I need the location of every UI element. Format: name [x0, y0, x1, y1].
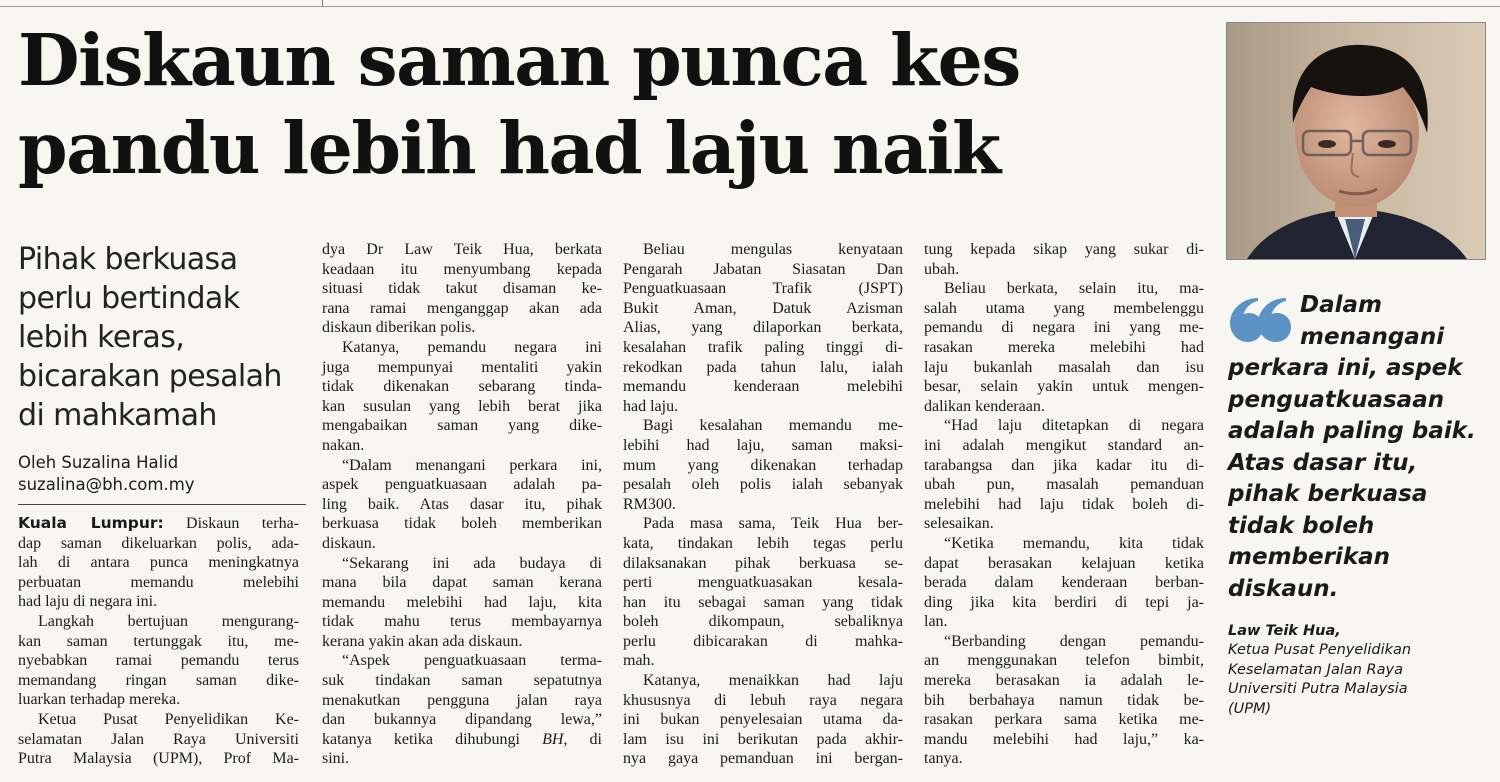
attribution-name: Law Teik Hua,: [1228, 623, 1341, 639]
text-line: mana bila dapat saman kerana: [322, 574, 602, 592]
text-line: ubah pun, masalah pemanduan: [924, 476, 1204, 494]
headline-line-2: pandu lebih had laju naik: [18, 106, 1000, 190]
pull-quote-line: memberikan: [1228, 544, 1391, 570]
text-line: kerana yakin akan ada diskaun.: [322, 632, 523, 650]
dateline: Kuala Lumpur:: [18, 514, 164, 532]
standfirst-line: perlu bertindak: [18, 281, 240, 316]
text-line: Bukit Aman, Datuk Azisman: [623, 299, 903, 317]
pull-quote: [1228, 290, 1488, 605]
text-line: rasakan mereka melebihi had: [924, 338, 1204, 356]
text-line: nyebabkan ramai pemandu terus: [18, 652, 299, 670]
text-line: Beliau berkata, selain itu, ma-: [944, 280, 1204, 298]
text-line: mah.: [623, 652, 655, 670]
text-line: mereka berasakan ia adalah le-: [924, 672, 1204, 690]
text-line: memandu melebihi had laju, kita: [322, 593, 602, 611]
text-line: selamatan Jalan Raya Universiti: [18, 730, 299, 748]
text-line: salah utama yang membelenggu: [924, 299, 1204, 317]
text-line: Bagi kesalahan memandu me-: [643, 417, 903, 435]
text-line: dapat berasakan kelajuan ketika: [924, 554, 1204, 572]
pull-quote-line: perkara ini, aspek: [1228, 355, 1463, 381]
text-line: sini.: [322, 750, 350, 768]
standfirst-line: Pihak berkuasa: [18, 242, 238, 277]
pull-quote-line: adalah paling baik.: [1228, 418, 1476, 444]
text-line: kesalahan trafik paling tinggi di-: [623, 338, 903, 356]
text-fragment: , di: [563, 730, 603, 748]
text-line: RM300.: [623, 495, 676, 513]
text-line: khususnya di lebuh raya negara: [623, 691, 903, 709]
text-line: menakutkan pengguna jalan raya: [322, 691, 602, 709]
article-column-2: [322, 240, 602, 769]
text-line: aspek penguatkuasaan adalah pa-: [322, 476, 602, 494]
text-line: selesaikan.: [924, 515, 994, 533]
text-line: lebihi had laju, saman maksi-: [623, 436, 903, 454]
byline: [18, 452, 306, 496]
attribution-title: Keselamatan Jalan Raya: [1228, 661, 1403, 678]
pull-quote-line: Atas dasar itu,: [1228, 449, 1418, 476]
portrait-photo: [1226, 22, 1486, 260]
text-fragment: katanya ketika dihubungi: [322, 730, 543, 748]
text-line: ding jika kita berdiri di tepi ja-: [924, 593, 1204, 611]
attribution-title: Ketua Pusat Penyelidikan: [1228, 642, 1412, 659]
text-line: rana ramai menganggap akan ada: [322, 299, 602, 317]
text-line: rekodkan pada tahun lalu, ialah: [623, 358, 903, 376]
headline: [18, 16, 1208, 192]
pull-quote-line: tidak boleh: [1228, 512, 1375, 539]
text-line: dya Dr Law Teik Hua, berkata: [322, 241, 602, 258]
article-column-4: [924, 240, 1204, 769]
text-line: Beliau mengulas kenyataan: [643, 241, 903, 258]
text-line: “Aspek penguatkuasaan terma-: [342, 652, 602, 670]
text-line: besar, selain yakin untuk mengen-: [924, 378, 1204, 396]
text-line: dilaksanakan pihak berkuasa se-: [623, 554, 903, 572]
text-line: lan.: [924, 613, 948, 631]
text-line: had laju di negara ini.: [18, 593, 158, 611]
text-line: laju bukanlah masalah dan isu: [924, 358, 1204, 376]
pull-quote-line: menangani: [1300, 323, 1445, 350]
top-rule: [0, 0, 1500, 7]
publication-name: BH: [542, 730, 564, 748]
text-line: bih berbahaya namun tidak be-: [924, 691, 1204, 709]
standfirst-line: lebih keras,: [18, 320, 185, 355]
author-name: Oleh Suzalina Halid: [18, 453, 179, 472]
text-line: dalikan kenderaan.: [924, 397, 1045, 415]
text-line: perti menguatkuasakan kesala-: [623, 574, 903, 592]
text-line: kan saman tertunggak itu, me-: [18, 632, 299, 650]
text-line: tarabangsa dan jika kadar itu di-: [924, 456, 1204, 474]
text-line: Langkah bertujuan mengurang-: [38, 612, 299, 630]
text-line: ubah.: [924, 260, 960, 278]
text-line: ini adalah mengikut standard an-: [924, 436, 1204, 454]
text-line: memandu kenderaan melebihi: [623, 378, 903, 396]
text-line: ling baik. Atas dasar itu, pihak: [322, 495, 602, 513]
text-line: memandang ringan saman dike-: [18, 671, 299, 689]
text-line: lam isu ini berikutan pada akhir-: [623, 730, 903, 748]
text-line: mum yang dikenakan terhadap: [623, 456, 903, 474]
text-line: dan bukannya dipandang lewa,”: [322, 711, 602, 729]
attribution-title: Universiti Putra Malaysia: [1228, 681, 1408, 698]
text-line: juga mempunyai mentaliti yakin: [322, 358, 602, 376]
standfirst-line: bicarakan pesalah: [18, 359, 282, 394]
text-line: keadaan itu menyumbang kepada: [322, 260, 602, 278]
text-line: Katanya, menaikkan had laju: [643, 672, 903, 690]
text-line: [18, 514, 299, 534]
text-line: tidak mahu terus membayarnya: [322, 613, 602, 631]
text-line: diskaun diberikan polis.: [322, 319, 476, 337]
text-line: perbuatan memandu melebihi: [18, 573, 299, 591]
text-line: had laju.: [623, 397, 679, 415]
text-line: pemandu di negara ini yang me-: [924, 319, 1204, 337]
text-line: “Dalam menangani perkara ini,: [342, 456, 602, 474]
text-line: Putra Malaysia (UPM), Prof Ma-: [18, 750, 299, 768]
article-column-3: [623, 240, 903, 769]
text-line: dap saman dikeluarkan polis, ada-: [18, 534, 299, 552]
text-line: ini bukan penyelesaian utama da-: [623, 711, 903, 729]
text-line: melebihi had laju tidak boleh di-: [924, 495, 1204, 513]
headline-line-1: Diskaun saman punca kes: [18, 18, 1020, 102]
text-line: tidak dikenakan sebarang tinda-: [322, 378, 602, 396]
text-line: luarkan terhadap mereka.: [18, 691, 181, 709]
pull-quote-line: Dalam: [1300, 292, 1382, 318]
text-line: Pada masa sama, Teik Hua ber-: [643, 515, 903, 533]
standfirst: [18, 240, 303, 435]
text-line: mengabaikan saman yang dike-: [322, 417, 602, 435]
article-column-1: [18, 514, 299, 769]
top-rule-tick: [322, 0, 323, 6]
text-line: “Sekarang ini ada budaya di: [342, 554, 602, 572]
text-line: suk tindakan saman sepatutnya: [322, 672, 602, 690]
text-line: Pengarah Jabatan Siasatan Dan: [623, 260, 903, 278]
text-line: perlu dibicarakan di mahka-: [623, 632, 903, 650]
text-line: diskaun.: [322, 534, 376, 552]
text-line: Ketua Pusat Penyelidikan Ke-: [38, 710, 299, 728]
author-email: suzalina@bh.com.my: [18, 475, 195, 494]
text-line: Alias, yang dilaporkan berkata,: [623, 319, 903, 337]
attribution-title: (UPM): [1228, 700, 1272, 717]
text-line: berada dalam kenderaan berban-: [924, 574, 1204, 592]
text-line: an menggunakan telefon bimbit,: [924, 652, 1204, 670]
text-line: Katanya, pemandu negara ini: [342, 338, 602, 356]
text-line: situasi tidak takut disaman ke-: [322, 280, 602, 298]
text-line: [322, 730, 602, 750]
text-line: nya gaya pemanduan ini bergan-: [623, 750, 903, 768]
standfirst-line: di mahkamah: [18, 398, 217, 433]
portrait-illustration: [1227, 23, 1485, 259]
text-line: kan susulan yang lebih berat jika: [322, 397, 602, 415]
text-line: tanya.: [924, 750, 963, 768]
text-line: nakan.: [322, 436, 365, 454]
text-line: lah di antara punca meningkatnya: [18, 554, 299, 572]
text-fragment: Diskaun terha-: [163, 515, 299, 532]
text-line: pesalah oleh polis ialah sebanyak: [623, 476, 903, 494]
text-line: boleh dikompaun, sebaliknya: [623, 613, 903, 631]
text-line: mandu melebihi had laju,” ka-: [924, 730, 1204, 748]
text-line: Penguatkuasaan Trafik (JSPT): [623, 280, 903, 298]
pull-quote-line: pihak berkuasa: [1228, 481, 1428, 507]
text-line: rasakan perkara sama ketika me-: [924, 711, 1204, 729]
byline-divider: [18, 504, 306, 505]
text-line: tung kepada sikap yang sukar di-: [924, 241, 1204, 258]
text-line: berkuasa tidak boleh memberikan: [322, 515, 602, 533]
pull-quote-line: penguatkuasaan: [1228, 386, 1445, 413]
quote-attribution: [1228, 622, 1488, 719]
text-line: “Berbanding dengan pemandu-: [944, 632, 1204, 650]
pull-quote-line: diskaun.: [1228, 575, 1339, 602]
text-line: “Ketika memandu, kita tidak: [944, 534, 1204, 552]
text-line: han itu sebagai saman yang tidak: [623, 593, 903, 611]
text-line: “Had laju ditetapkan di negara: [944, 417, 1204, 435]
text-line: kata, tindakan lebih tegas perlu: [623, 534, 903, 552]
